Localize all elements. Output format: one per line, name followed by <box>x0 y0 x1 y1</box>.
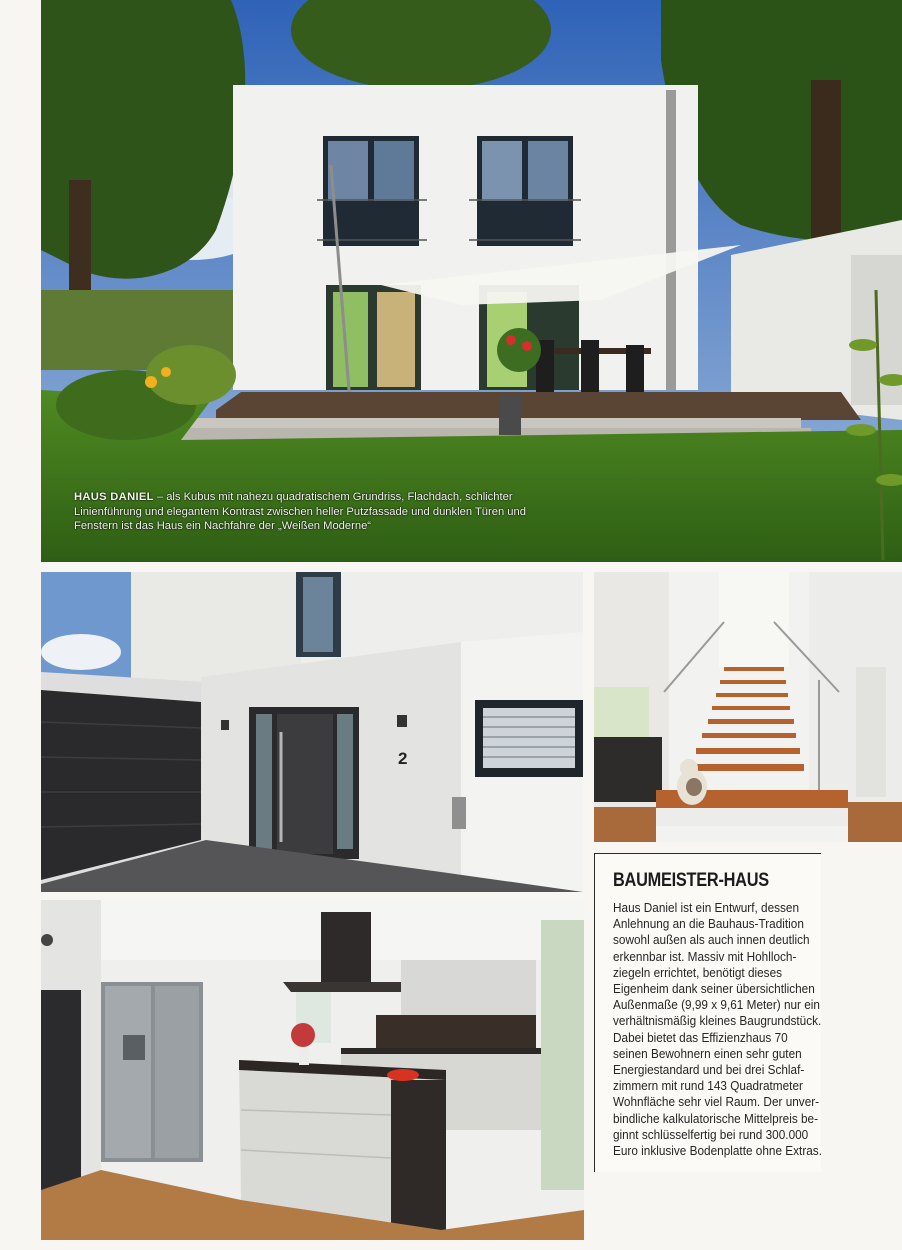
article-line: Euro inklusive Bodenplatte ohne Extras. <box>613 1143 822 1159</box>
article-line: Haus Daniel ist ein Entwurf, dessen <box>613 900 800 915</box>
staircase-photo <box>594 572 902 842</box>
article-line: verhältnismäßig kleines Baugrundstück. <box>613 1013 822 1029</box>
article-box <box>594 853 821 1172</box>
article-line: zimmern mit rund 143 Quadratmeter <box>613 1078 803 1094</box>
photo-caption <box>74 490 544 534</box>
article-line: ziegeln errichtet, benötigt dieses <box>613 964 783 980</box>
caption-text: – als Kubus mit nahezu quadratischem Grundriss, Flachdach, schlichter Linienführung und elegantem Kontrast zwischen heller Putzfassade und dunklen Türen und Fenstern ist das Haus ein Nachfahre der „Weißen Moderne“ <box>74 491 526 532</box>
house-number: 2 <box>398 749 408 768</box>
entrance-photo <box>41 572 583 892</box>
article-line: Außenmaße (9,99 x 9,61 Meter) nur ein <box>613 997 820 1013</box>
exterior-house-photo <box>41 0 902 562</box>
article-body <box>613 900 822 1159</box>
article-line: Energiestandard und bei drei Schlaf- <box>613 1062 805 1078</box>
article-line: ginnt schlüsselfertig bei rund 300.000 <box>613 1126 809 1142</box>
article-line: bindliche kalkulatorische Mittelpreis be- <box>613 1110 819 1126</box>
article-line: erkennbar ist. Massiv mit Hohlloch- <box>613 948 797 964</box>
article-line: Anlehnung an die Bauhaus-Tradition <box>613 916 804 932</box>
article-line: seinen Bewohnern einen sehr guten <box>613 1045 802 1061</box>
kitchen-photo <box>41 900 584 1240</box>
caption-lead: HAUS DANIEL <box>74 491 154 503</box>
article-line: Eigenheim dank seiner übersichtlichen <box>613 981 815 997</box>
article-heading: BAUMEISTER-HAUS <box>613 870 769 891</box>
article-line: Wohnfläche sehr viel Raum. Der unver- <box>613 1094 820 1110</box>
article-line: Dabei bietet das Effizienzhaus 70 <box>613 1029 788 1045</box>
article-line: sowohl außen als auch innen deutlich <box>613 932 810 948</box>
